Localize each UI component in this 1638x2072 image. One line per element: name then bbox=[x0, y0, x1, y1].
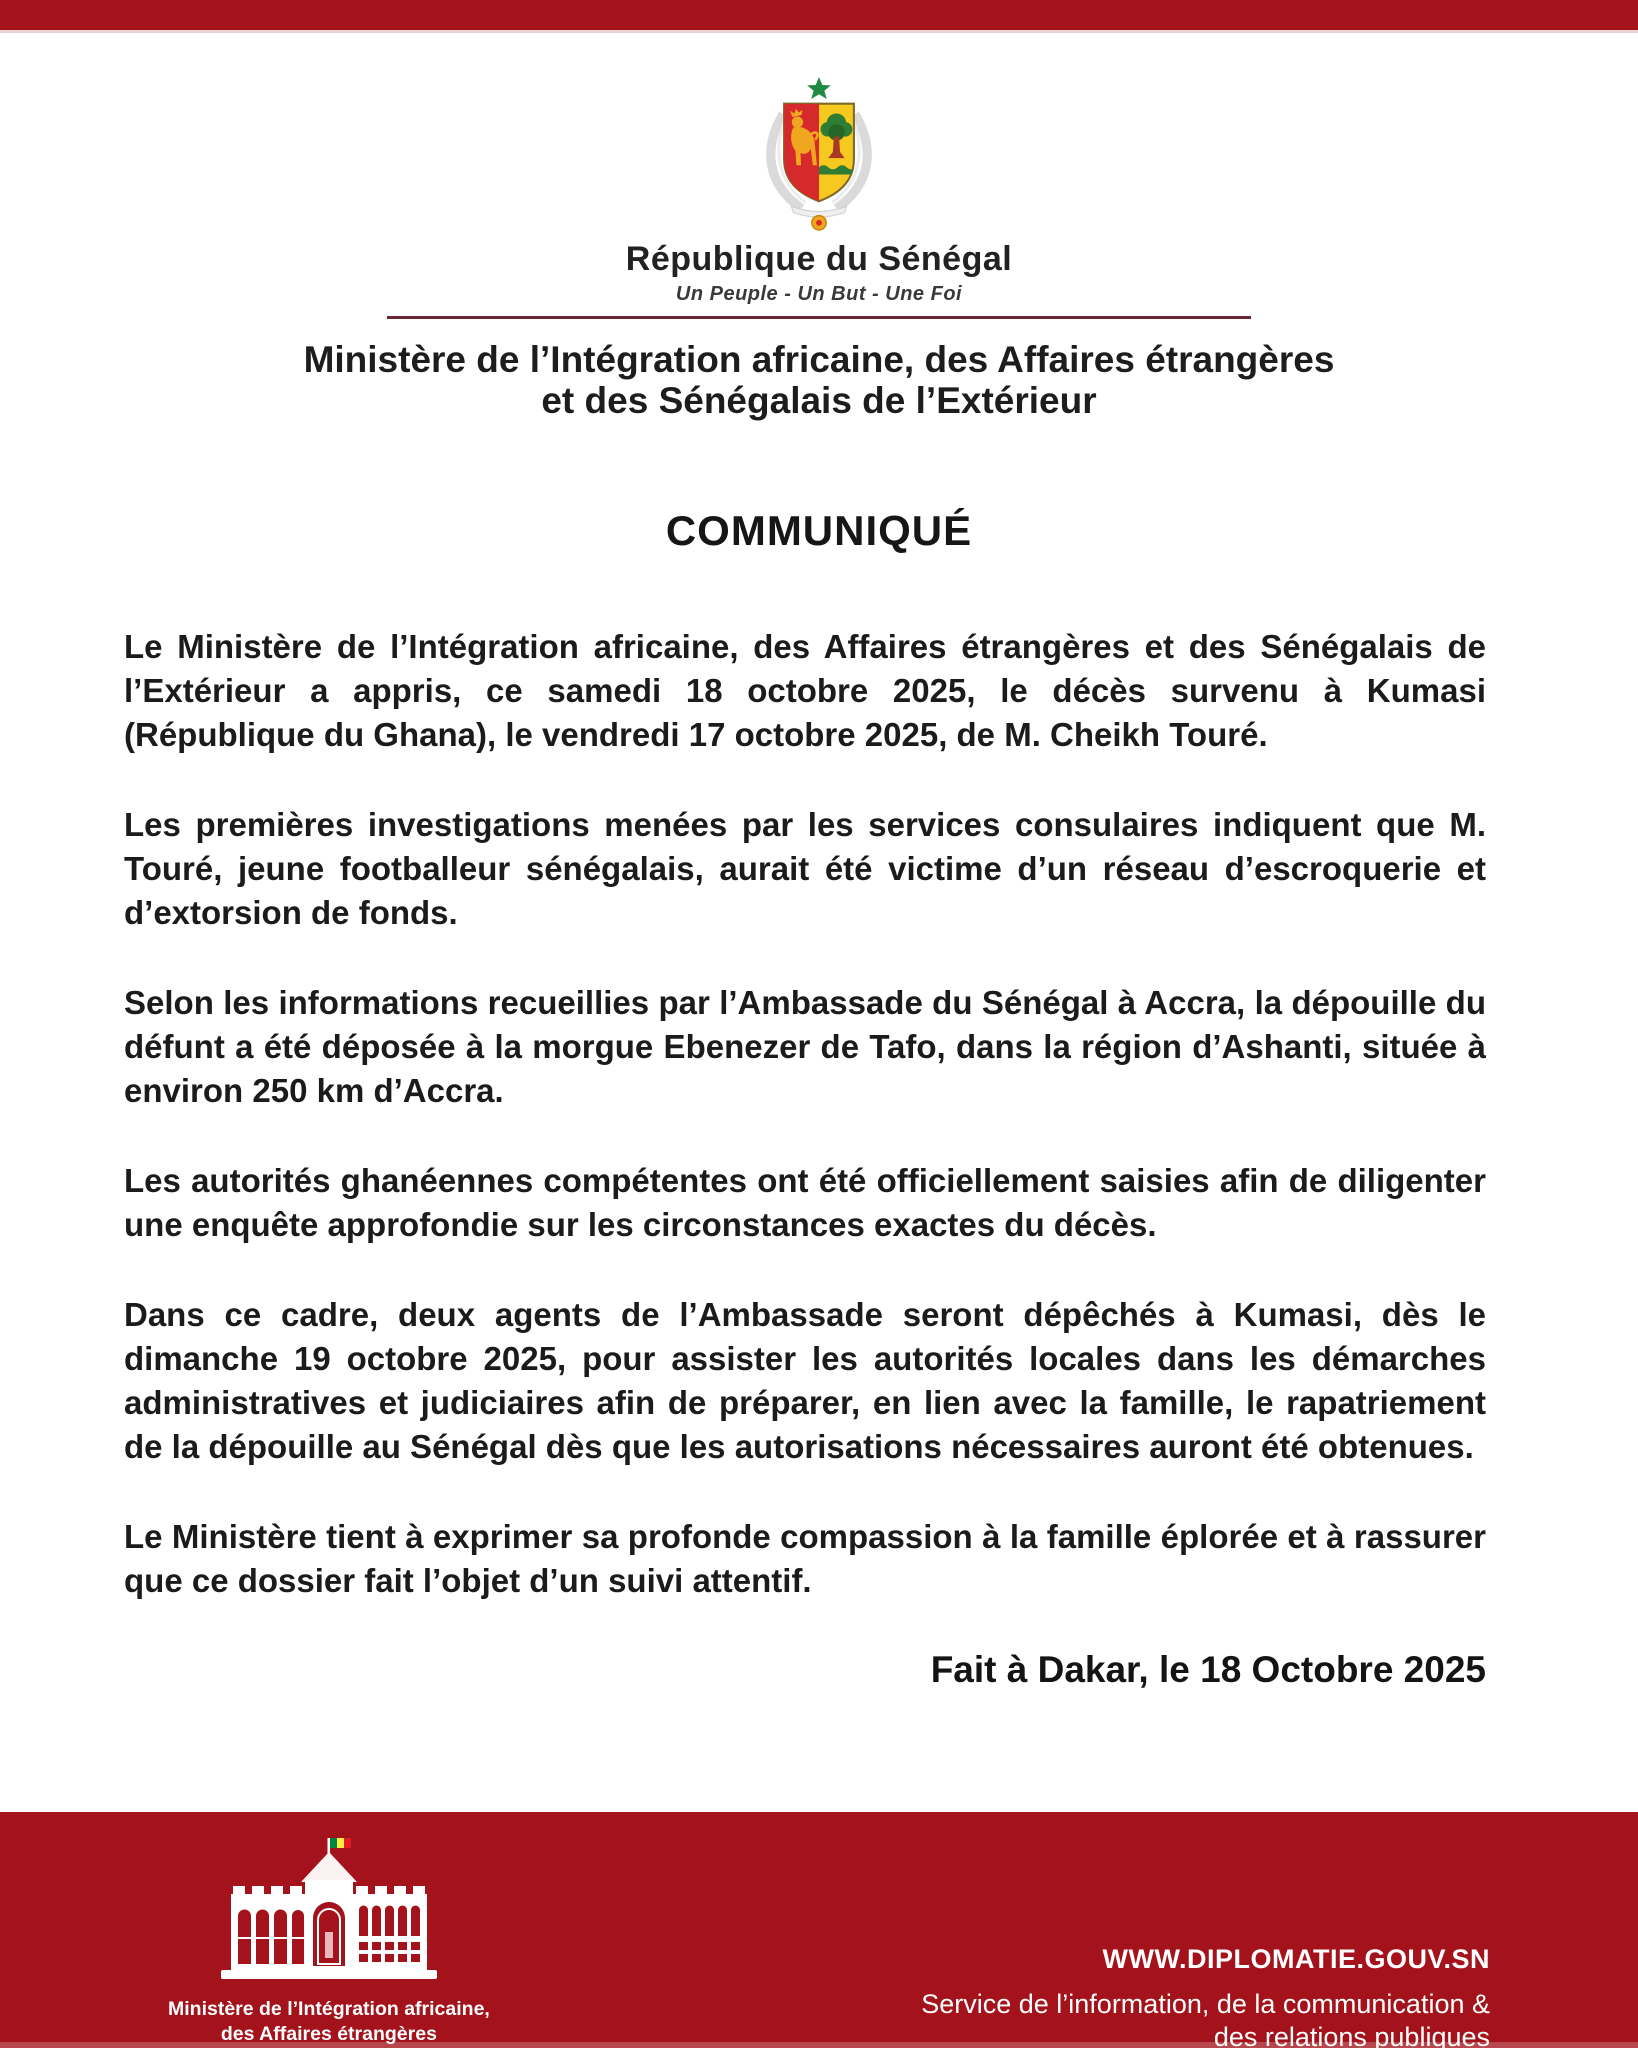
service-line1: Service de l’information, de la communication & bbox=[921, 1989, 1490, 2019]
communique-title: COMMUNIQUÉ bbox=[665, 507, 973, 554]
top-red-band bbox=[0, 0, 1638, 33]
footer-band bbox=[0, 1812, 1638, 2070]
footer-ministry-label bbox=[168, 1997, 490, 2072]
header bbox=[0, 77, 1638, 421]
dateline: Fait à Dakar, le 18 Octobre 2025 bbox=[930, 1649, 1486, 1690]
footer-contact-block bbox=[921, 1944, 1490, 2052]
senegal-coat-of-arms-icon bbox=[0, 77, 1638, 236]
ministry-title bbox=[0, 339, 1638, 421]
paragraph-1: Le Ministère de l’Intégration africaine, des Affaires étrangères et des Sénégalais de l’Extérieur a appris, ce samedi 18 octobre 2025, le décès survenu à Kumasi (République du Ghana), le vendredi 17 octobre 2025, de M. Cheikh Touré. bbox=[124, 628, 1486, 753]
national-motto: Un Peuple - Un But - Une Foi bbox=[675, 283, 963, 305]
paragraph-2: Les premières investigations menées par les services consulaires indiquent que M. Touré, jeune footballeur sénégalais, aurait été victime d’un réseau d’escroquerie et d’extorsion de fonds. bbox=[124, 806, 1486, 931]
website-url: WWW.DIPLOMATIE.GOUV.SN bbox=[1102, 1944, 1490, 1974]
communique-body bbox=[0, 625, 1638, 1603]
header-divider bbox=[387, 316, 1251, 319]
ministry-title-line2: et des Sénégalais de l’Extérieur bbox=[541, 380, 1097, 421]
footer-ministry-line1: Ministère de l’Intégration africaine, bbox=[168, 1998, 490, 2020]
ministry-building-icon bbox=[218, 1836, 440, 1987]
service-label bbox=[921, 1988, 1490, 2054]
service-line2: des relations publiques bbox=[1213, 2022, 1490, 2052]
ministry-title-line1: Ministère de l’Intégration africaine, des Affaires étrangères bbox=[303, 339, 1335, 380]
paragraph-5: Dans ce cadre, deux agents de l’Ambassade seront dépêchés à Kumasi, dès le dimanche 19 octobre 2025, pour assister les autorités locales dans les démarches administratives et judiciaires afin de préparer, en lien avec la famille, le rapatriement de la dépouille au Sénégal dès que les autorisations nécessaires auront été obtenues. bbox=[124, 1296, 1486, 1465]
footer-ministry-line3: et des Sénégalais de l’Extérieur bbox=[182, 2048, 476, 2070]
footer-ministry-line2: des Affaires étrangères bbox=[220, 2023, 437, 2045]
footer-ministry-block bbox=[168, 1836, 490, 2070]
paragraph-4: Les autorités ghanéennes compétentes ont été officiellement saisies afin de diligenter une enquête approfondie sur les circonstances exactes du décès. bbox=[124, 1162, 1486, 1243]
paragraph-3: Selon les informations recueillies par l’Ambassade du Sénégal à Accra, la dépouille du défunt a été déposée à la morgue Ebenezer de Tafo, dans la région d’Ashanti, située à environ 250 km d’Accra. bbox=[124, 984, 1486, 1109]
paragraph-6: Le Ministère tient à exprimer sa profonde compassion à la famille éplorée et à rassurer que ce dossier fait l’objet d’un suivi attentif. bbox=[124, 1518, 1486, 1599]
country-name: République du Sénégal bbox=[625, 240, 1013, 278]
